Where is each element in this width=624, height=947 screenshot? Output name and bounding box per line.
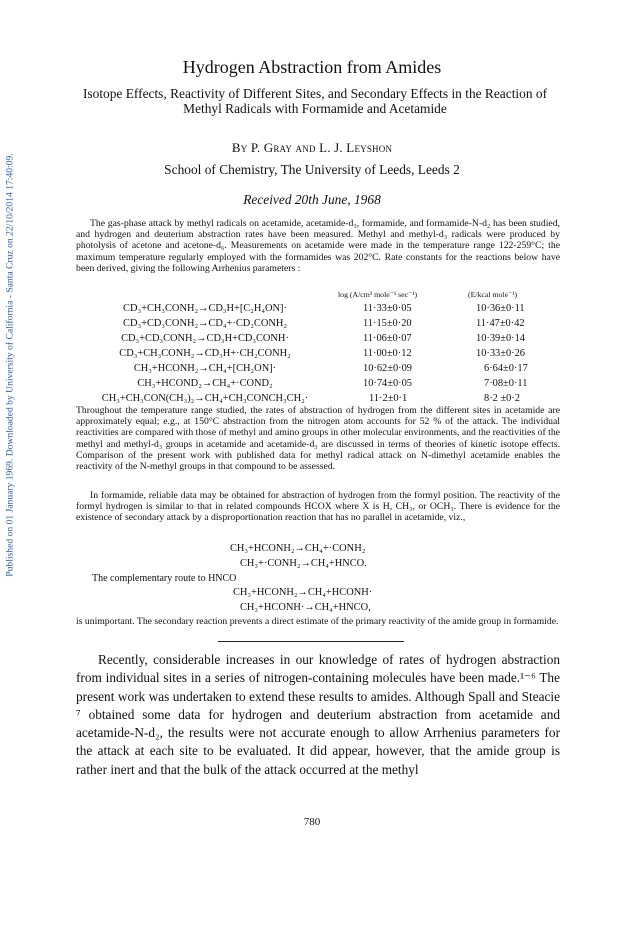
- authors: By P. Gray and L. J. Leyshon: [231, 140, 393, 155]
- reaction-equation: CH₃+CH₃CON(CH₃)₂→CH₄+CH₃CONCH₃CH₂·: [101, 393, 309, 404]
- complementary-reaction-1: CH₃+HCONH₂→CH₄+HCONH·: [233, 587, 373, 598]
- reaction-loga: 11·06±0·07: [363, 333, 412, 344]
- reaction-activation-energy: 8·2 ±0·2: [484, 393, 521, 404]
- column-header-e: (E/kcal mole⁻¹): [468, 290, 518, 299]
- reaction-loga: 11·2±0·1: [369, 393, 408, 404]
- abstract-paragraph-2: Throughout the temperature range studied, the rates of abstraction of hydrogen from the different sites in acetamide are approximately equal; e.g., at 150°C abstraction from the nitrogen atom accounts for 52 % of the attack. The individual reactivities are compared with those of methyl and amino groups in other molecular environments, and the reactivities of the methyl and methyl-d₃ groups in acetamide and acetamide-d₃ are discussed in terms of theories of kinetic isotope effects. Comparison of the present work with published data for methyl radical attack on N-dimethyl acetamide enables the reactivity of the N-methyl groups in that compound to be assessed.: [76, 405, 560, 473]
- subtitle-line-1: Isotope Effects, Reactivity of Different Sites, and Secondary Effects in the Reaction of: [82, 86, 548, 101]
- abstract-paragraph-3: In formamide, reliable data may be obtained for abstraction of hydrogen from the formyl position. The reactivity of the formyl hydrogen is similar to that in related compounds HCOX where X is H, CH₃, or OCH₃. There is evidence for the existence of secondary attack by a disproportionation reaction that has no parallel in acetamide, viz.,: [76, 490, 560, 524]
- section-divider: [218, 641, 404, 642]
- reaction-equation: CD₃+CH₃CONH₂→CD₃H+·CH₂CONH₂: [119, 348, 291, 359]
- reaction-activation-energy: 11·47±0·42: [476, 318, 525, 329]
- received-date: Received 20th June, 1968: [243, 192, 381, 207]
- reaction-loga: 10·74±0·05: [363, 378, 412, 389]
- body-paragraph-1: Recently, considerable increases in our knowledge of rates of hydrogen abstraction from individual sites in a series of nitrogen-containing molecules have been made.¹⁻⁶ The present work was undertaken to extend these results to amides. Although Spall and Steacie ⁷ obtained some data for hydrogen and deuterium abstraction from acetamide and acetamide-N-d₂, the results were not accurate enough to allow Arrhenius parameters for the attack at each site to be evaluated. It did appear, however, that the amide group is rather inert and that the bulk of the attack occurred at the methyl: [76, 652, 560, 777]
- reaction-loga: 11·33±0·05: [363, 303, 412, 314]
- article-title: Hydrogen Abstraction from Amides: [182, 57, 442, 77]
- reaction-equation: CH₃+HCOND₂→CH₄+·COND₂: [137, 378, 273, 389]
- reaction-equation: CH₃+HCONH₂→CH₄+[CH₂ON]·: [133, 363, 277, 374]
- reaction-activation-energy: 6·64±0·17: [484, 363, 528, 374]
- reaction-activation-energy: 7·08±0·11: [484, 378, 528, 389]
- reaction-loga: 11·15±0·20: [363, 318, 412, 329]
- reaction-activation-energy: 10·33±0·26: [476, 348, 525, 359]
- reaction-activation-energy: 10·36±0·11: [476, 303, 525, 314]
- subtitle-line-2: Methyl Radicals with Formamide and Acetamide: [183, 101, 447, 116]
- affiliation: School of Chemistry, The University of Leeds, Leeds 2: [164, 162, 460, 177]
- secondary-reaction-2: CH₃+·CONH₂→CH₄+HNCO.: [240, 558, 367, 569]
- complementary-reaction-2: CH₃+HCONH·→CH₄+HNCO,: [240, 602, 371, 613]
- column-header-loga: log (A/cm³ mole⁻¹ sec⁻¹): [338, 290, 418, 299]
- complementary-route-label: The complementary route to HNCO: [92, 573, 237, 584]
- reaction-loga: 10·62±0·09: [363, 363, 412, 374]
- reaction-equation: CD₃+CD₃CONH₂→CD₄+·CD₂CONH₂: [123, 318, 287, 329]
- reaction-equation: CD₃+CD₃CONH₂→CD₃H+CD₃CONH·: [121, 333, 289, 344]
- reaction-activation-energy: 10·39±0·14: [476, 333, 525, 344]
- reaction-loga: 11·00±0·12: [363, 348, 412, 359]
- download-notice-text: Published on 01 January 1969. Downloaded by University of California - Santa Cruz on 22/10/2014 17:40:09.: [4, 153, 16, 577]
- secondary-reaction-1: CH₃+HCONH₂→CH₄+·CONH₂: [230, 543, 366, 554]
- article-subtitle: [60, 86, 570, 116]
- abstract-paragraph-4: is unimportant. The secondary reaction prevents a direct estimate of the primary reactivity of the amide group in formamide.: [76, 616, 559, 627]
- reaction-equation: CD₃+CH₃CONH₂→CD₃H+[C₂H₄ON]·: [123, 303, 287, 314]
- abstract-paragraph-1: The gas-phase attack by methyl radicals on acetamide, acetamide-d₃, formamide, and formamide-N-d₂ has been studied, and hydrogen and deuterium abstraction rates have been measured. Methyl and methyl-d₃ radicals were produced by photolysis of acetone and acetone-d₆. Measurements on acetamide were made in the temperature range 122-259°C; the maximum temperature regularly employed with the formamides was 202°C. Rate constants for the reactions below have been derived, giving the following Arrhenius parameters :: [76, 218, 560, 274]
- page-number: 780: [303, 816, 321, 828]
